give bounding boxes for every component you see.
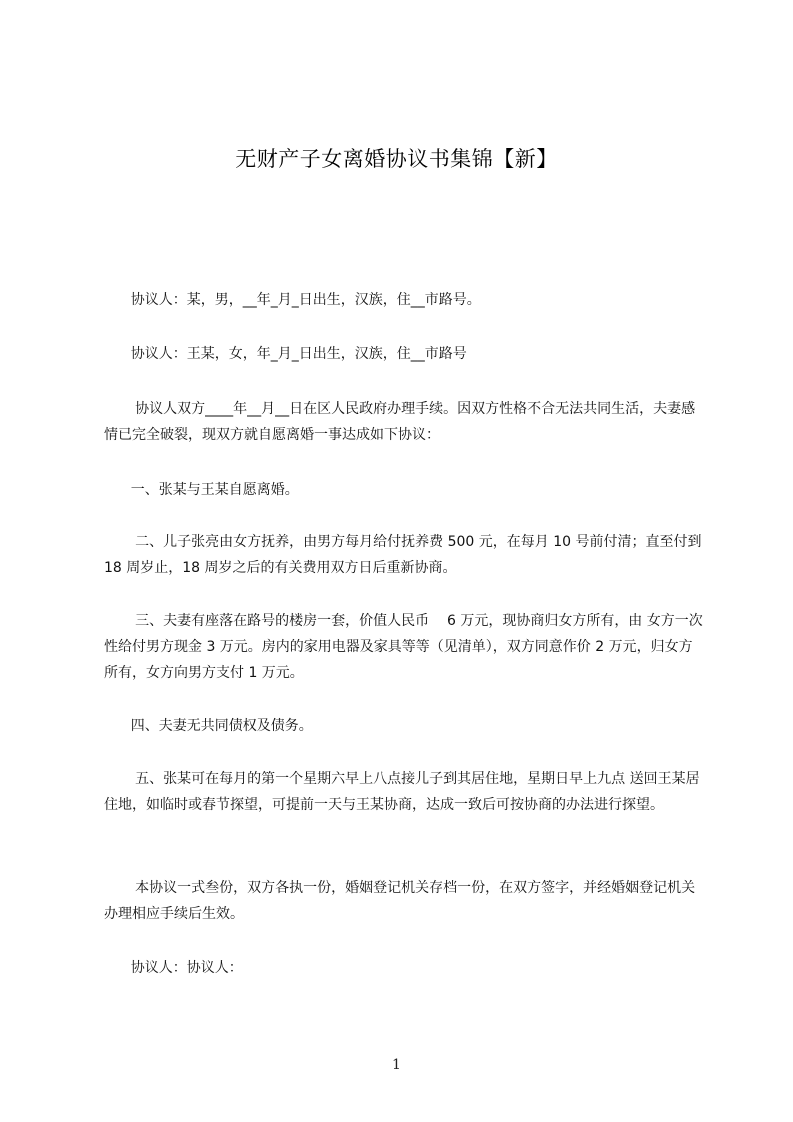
paragraph-clause-3: 三、夫妻有座落在路号的楼房一套，价值人民币 6 万元，现协商归女方所有，由 女方一次性给付男方现金 3 万元。房内的家用电器及家具等等（见清单），双方同意作价 2 万元，归女方所有，女方向男方支付 1 万元。 <box>104 613 703 681</box>
paragraph-clause-1: 一、张某与王某自愿离婚。 <box>104 482 299 498</box>
paragraph-signatures: 协议人：协议人： <box>104 960 243 976</box>
paragraph-preamble: 协议人双方____年__月__日在区人民政府办理手续。因双方性格不合无法共同生活，夫妻感情已完全破裂，现双方就自愿离婚一事达成如下协议： <box>104 401 696 443</box>
paragraph-effect: 本协议一式叁份，双方各执一份，婚姻登记机关存档一份，在双方签字，并经婚姻登记机关办理相应手续后生效。 <box>104 880 696 922</box>
paragraph-clause-5: 五、张某可在每月的第一个星期六早上八点接儿子到其居住地，星期日早上九点 送回王某居住地，如临时或春节探望，可提前一天与王某协商，达成一致后可按协商的办法进行探望。 <box>104 771 700 813</box>
paragraph-party-2: 协议人：王某，女，年_月_日出生，汉族，住__市路号 <box>104 346 467 362</box>
paragraph-clause-2: 二、儿子张亮由女方抚养，由男方每月给付抚养费 500 元，在每月 10 号前付清；直至付到 18 周岁止，18 周岁之后的有关费用双方日后重新协商。 <box>104 534 706 576</box>
paragraph-clause-4: 四、夫妻无共同债权及债务。 <box>104 718 313 734</box>
document-title: 无财产子女离婚协议书集锦【新】 <box>235 147 558 171</box>
paragraph-party-1: 协议人：某，男，__年_月_日出生，汉族，住__市路号。 <box>104 292 481 308</box>
page-number: 1 <box>392 1057 401 1073</box>
